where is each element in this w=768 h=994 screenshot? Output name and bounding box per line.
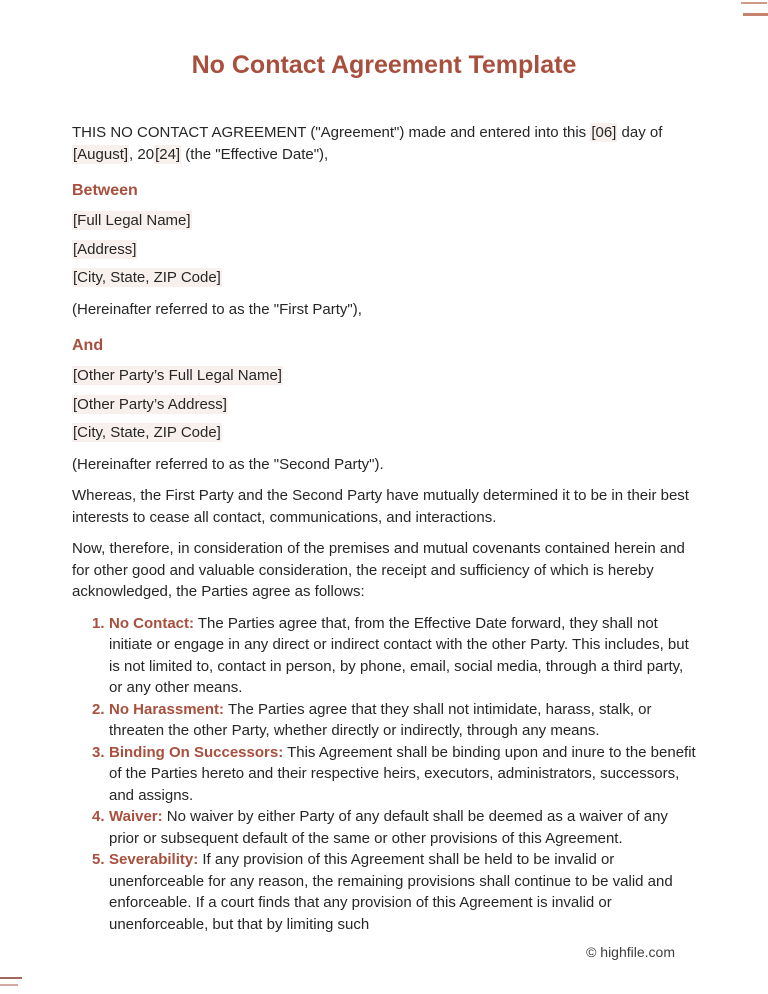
clause-label: Severability:	[109, 851, 199, 869]
clause-number: 3.	[92, 743, 105, 761]
clause-text: If any provision of this Agreement shall be held to be invalid or unenforceable for any reason, the remaining provisions shall continue to be valid and enforceable. If a court finds that any provision of this Agreement is invalid or unenforceable, but that by limiting such	[109, 851, 673, 933]
clause-item-severability	[92, 849, 696, 935]
city-state-zip-placeholder: [City, State, ZIP Code]	[73, 424, 221, 442]
full-legal-name-placeholder: [Full Legal Name]	[73, 212, 191, 230]
second-party-name-line	[72, 365, 696, 387]
second-party-note: (Hereinafter referred to as the "Second Party").	[72, 455, 384, 473]
clause-label: Binding On Successors:	[109, 743, 284, 761]
whereas-paragraph: Whereas, the First Party and the Second Party have mutually determined it to be in their best interests to cease all contact, communications, and interactions.	[72, 487, 689, 526]
first-party-city-line	[72, 267, 696, 289]
second-party-city-line	[72, 422, 696, 444]
month-placeholder: [August]	[73, 145, 129, 163]
intro-text-3: , 20	[129, 145, 155, 163]
clause-label: Waiver:	[109, 808, 163, 826]
now-therefore-paragraph: Now, therefore, in consideration of the premises and mutual covenants contained herein and for other good and valuable consideration, the receipt and sufficiency of which is hereby acknowledged, the Parties agree as follows:	[72, 540, 685, 601]
clause-number: 1.	[92, 614, 105, 632]
address-placeholder: [Address]	[73, 240, 137, 258]
intro-text-2: day of	[617, 124, 663, 141]
other-party-name-placeholder: [Other Party’s Full Legal Name]	[73, 367, 282, 385]
bottom-left-corner-line-icon	[0, 984, 18, 986]
clause-item-no-harassment	[92, 699, 696, 742]
clause-item-binding-on-successors	[92, 742, 696, 807]
clause-text: The Parties agree that they shall not intimidate, harass, stalk, or threaten the other Party, whether directly or indirectly, through any means.	[109, 700, 652, 740]
footer-credit: © highfile.com	[586, 944, 675, 960]
clause-label: No Contact:	[109, 614, 194, 632]
first-party-note: (Hereinafter referred to as the "First Party"),	[72, 300, 362, 318]
clause-number: 4.	[92, 808, 105, 826]
clauses-list	[72, 613, 696, 936]
first-party-name-line	[72, 210, 696, 232]
clause-number: 2.	[92, 700, 105, 718]
clause-item-no-contact	[92, 613, 696, 699]
top-right-corner-line-icon	[743, 13, 768, 16]
first-party-address-line	[72, 239, 696, 261]
day-placeholder: [06]	[591, 124, 617, 141]
other-party-address-placeholder: [Other Party’s Address]	[73, 395, 227, 413]
top-right-corner-line-icon	[741, 2, 767, 4]
clause-text: The Parties agree that, from the Effective Date forward, they shall not initiate or engage in any direct or indirect contact with the other Party. This includes, but is not limited to, contact in person, by phone, email, social media, through a third party, or any other means.	[109, 614, 689, 697]
clause-text: No waiver by either Party of any default shall be deemed as a waiver of any prior or subsequent default of the same or other provisions of this Agreement.	[109, 808, 668, 847]
second-party-address-line	[72, 394, 696, 416]
intro-text-4: (the "Effective Date"),	[181, 145, 329, 163]
clause-text: This Agreement shall be binding upon and inure to the benefit of the Parties hereto and their respective heirs, executors, administrators, successors, and assigns.	[109, 743, 696, 804]
and-heading: And	[72, 337, 104, 355]
intro-text-1: THIS NO CONTACT AGREEMENT ("Agreement") made and entered into this	[72, 124, 591, 141]
bottom-left-corner-line-icon	[0, 977, 22, 979]
city-state-zip-placeholder: [City, State, ZIP Code]	[73, 269, 221, 287]
clause-item-waiver	[92, 806, 696, 849]
clause-number: 5.	[92, 851, 105, 869]
intro-paragraph	[72, 122, 696, 165]
between-heading: Between	[72, 182, 138, 199]
page-title: No Contact Agreement Template	[191, 51, 577, 79]
year-placeholder: [24]	[155, 145, 181, 163]
clause-label: No Harassment:	[109, 700, 225, 718]
